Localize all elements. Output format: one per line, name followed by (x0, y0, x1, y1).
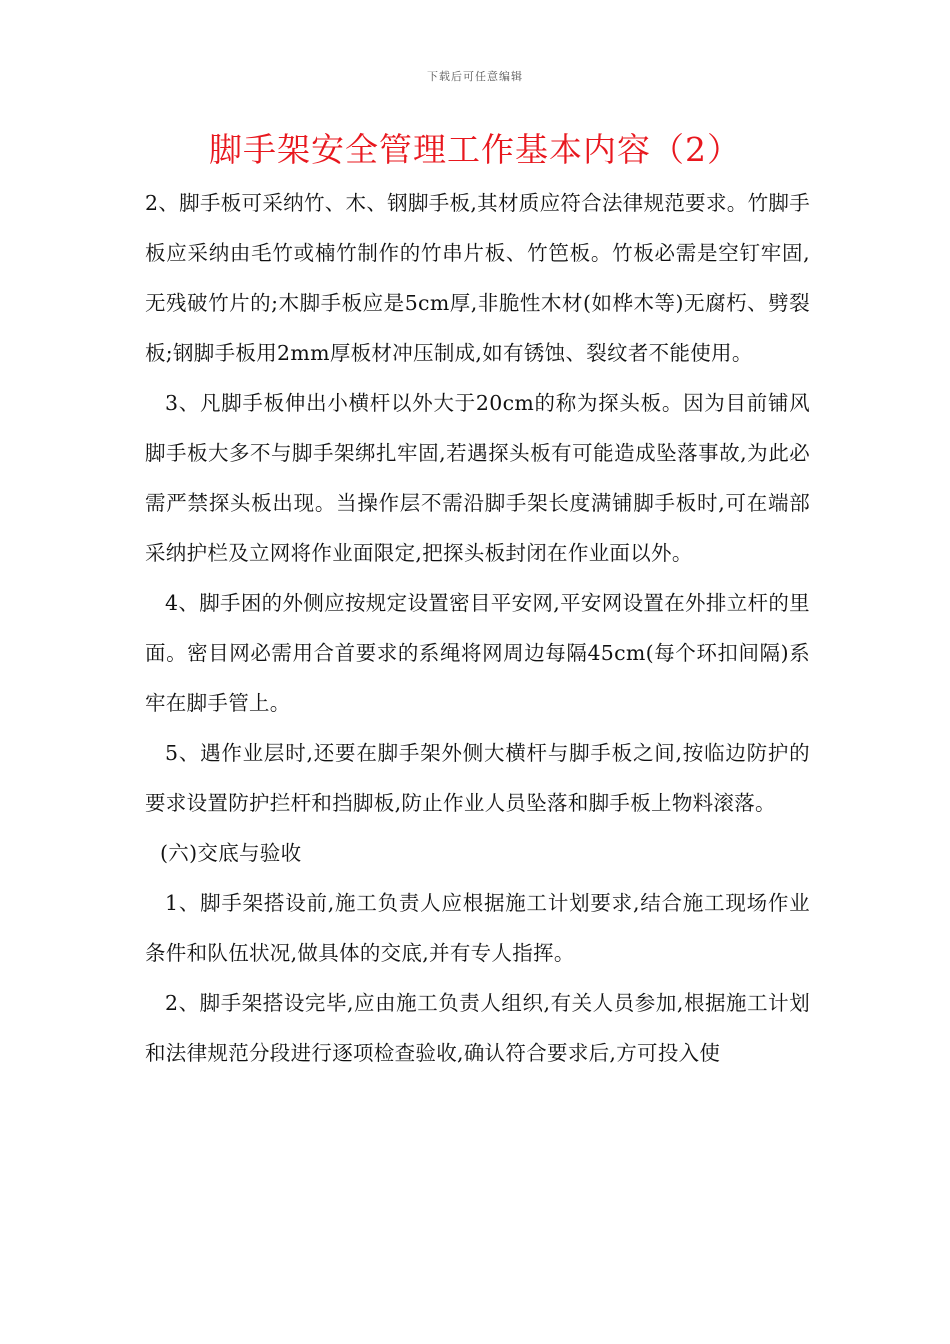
document-body (145, 178, 810, 1078)
paragraph-guardrails: 5、遇作业层时,还要在脚手架外侧大横杆与脚手板之间,按临边防护的要求设置防护拦杆和挡脚板,防止作业人员坠落和脚手板上物料滚落。 (145, 741, 810, 815)
page-header-note: 下载后可任意编辑 (427, 70, 523, 83)
paragraph-pre-erection-briefing: 1、脚手架搭设前,施工负责人应根据施工计划要求,结合施工现场作业条件和队伍状况,做具体的交底,并有专人指挥。 (145, 891, 810, 965)
paragraph-safety-net: 4、脚手困的外侧应按规定设置密目平安网,平安网设置在外排立杆的里面。密目网必需用合首要求的系绳将网周边每隔45cm(每个环扣间隔)系牢在脚手管上。 (145, 591, 810, 715)
document-title: 脚手架安全管理工作基本内容（2） (209, 130, 741, 169)
paragraph-scaffold-boards: 2、脚手板可采纳竹、木、钢脚手板,其材质应符合法律规范要求。竹脚手板应采纳由毛竹或楠竹制作的竹串片板、竹笆板。竹板必需是空钉牢固,无残破竹片的;木脚手板应是5cm厚,非脆性木材(如桦木等)无腐朽、劈裂板;钢脚手板用2mm厚板材冲压制成,如有锈蚀、裂纹者不能使用。 (145, 191, 810, 365)
paragraph-acceptance-inspection: 2、脚手架搭设完毕,应由施工负责人组织,有关人员参加,根据施工计划和法律规范分段进行逐项检查验收,确认符合要求后,方可投入使 (145, 991, 810, 1065)
paragraph-probe-boards: 3、凡脚手板伸出小横杆以外大于20cm的称为探头板。因为目前铺风脚手板大多不与脚手架绑扎牢固,若遇探头板有可能造成坠落事故,为此必需严禁探头板出现。当操作层不需沿脚手架长度满铺脚手板时,可在端部采纳护栏及立网将作业面限定,把探头板封闭在作业面以外。 (145, 391, 810, 565)
section-heading-handover-acceptance: (六)交底与验收 (160, 841, 302, 865)
